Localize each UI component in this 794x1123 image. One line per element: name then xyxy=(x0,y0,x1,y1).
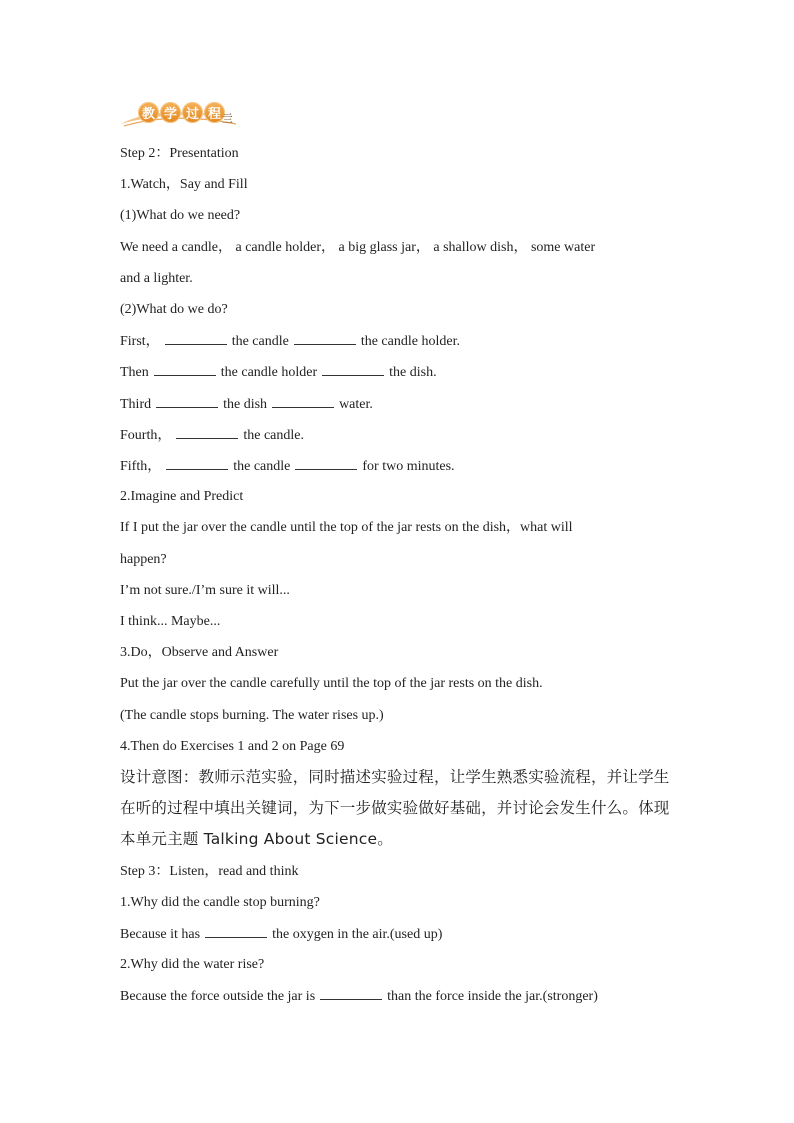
blank-field[interactable] xyxy=(156,395,218,408)
text: First， xyxy=(120,334,160,349)
paragraph-line: I’m not sure./I’m sure it will... xyxy=(120,583,290,598)
paragraph-line: If I put the jar over the candle until the top of the jar rests on the dish，what will xyxy=(120,520,573,535)
fill-line xyxy=(120,987,598,1006)
paragraph-line: and a lighter. xyxy=(120,271,193,286)
subheading: 2.Imagine and Predict xyxy=(120,489,244,504)
paragraph-line: Put the jar over the candle carefully until the top of the jar rests on the dish. xyxy=(120,676,543,691)
badge-char: 教 xyxy=(138,102,159,123)
subheading: 3.Do，Observe and Answer xyxy=(120,645,279,660)
design-intent-line: 在听的过程中填出关键词，为下一步做实验做好基础，并讨论会发生什么。体现 xyxy=(120,799,670,817)
step-heading: Step 2：Presentation xyxy=(120,146,239,161)
section-badge xyxy=(118,98,258,134)
blank-field[interactable] xyxy=(205,925,267,938)
text: Third xyxy=(120,397,152,412)
question: (1)What do we need? xyxy=(120,208,241,223)
blank-field[interactable] xyxy=(165,332,227,345)
subheading: 4.Then do Exercises 1 and 2 on Page 69 xyxy=(120,739,345,754)
design-intent-line: 本单元主题 Talking About Science。 xyxy=(120,830,393,848)
blank-field[interactable] xyxy=(176,426,238,439)
badge-char: 过 xyxy=(182,102,203,123)
fill-line xyxy=(120,925,442,944)
text: Fourth， xyxy=(120,428,172,443)
paragraph-line: I think... Maybe... xyxy=(120,614,221,629)
blank-field[interactable] xyxy=(295,457,357,470)
badge-char: 程 xyxy=(204,102,225,123)
blank-field[interactable] xyxy=(272,395,334,408)
question: 2.Why did the water rise? xyxy=(120,957,265,972)
badge-char: 学 xyxy=(160,102,181,123)
text: the oxygen in the air.(used up) xyxy=(272,927,443,942)
fill-line xyxy=(120,363,437,382)
text: than the force inside the jar.(stronger) xyxy=(387,989,598,1004)
text: the dish. xyxy=(389,365,437,380)
text: the dish xyxy=(223,397,268,412)
blank-field[interactable] xyxy=(322,363,384,376)
question: 1.Why did the candle stop burning? xyxy=(120,895,320,910)
text: for two minutes. xyxy=(362,459,455,474)
book-icon: 亖 xyxy=(222,112,233,125)
text: water. xyxy=(339,397,373,412)
text: Because it has xyxy=(120,927,201,942)
blank-field[interactable] xyxy=(320,987,382,1000)
step-heading: Step 3：Listen，read and think xyxy=(120,864,299,879)
text: the candle holder xyxy=(220,365,318,380)
fill-line xyxy=(120,457,455,476)
text: Because the force outside the jar is xyxy=(120,989,316,1004)
subheading: 1.Watch，Say and Fill xyxy=(120,177,248,192)
design-intent-line: 设计意图：教师示范实验，同时描述实验过程，让学生熟悉实验流程，并让学生 xyxy=(120,768,670,786)
text: the candle xyxy=(231,334,289,349)
fill-line xyxy=(120,426,304,445)
text: Then xyxy=(120,365,149,380)
paragraph-line: (The candle stops burning. The water rises up.) xyxy=(120,708,384,723)
text: Fifth， xyxy=(120,459,162,474)
blank-field[interactable] xyxy=(166,457,228,470)
fill-line xyxy=(120,395,373,414)
text: the candle xyxy=(233,459,291,474)
blank-field[interactable] xyxy=(294,332,356,345)
blank-field[interactable] xyxy=(154,363,216,376)
paragraph-line: happen? xyxy=(120,552,167,567)
question: (2)What do we do? xyxy=(120,302,228,317)
text: the candle holder. xyxy=(360,334,460,349)
badge-title xyxy=(138,102,226,123)
fill-line xyxy=(120,332,460,351)
text: the candle. xyxy=(243,428,304,443)
paragraph-line: We need a candle， a candle holder， a big glass jar， a shallow dish， some water xyxy=(120,240,596,255)
